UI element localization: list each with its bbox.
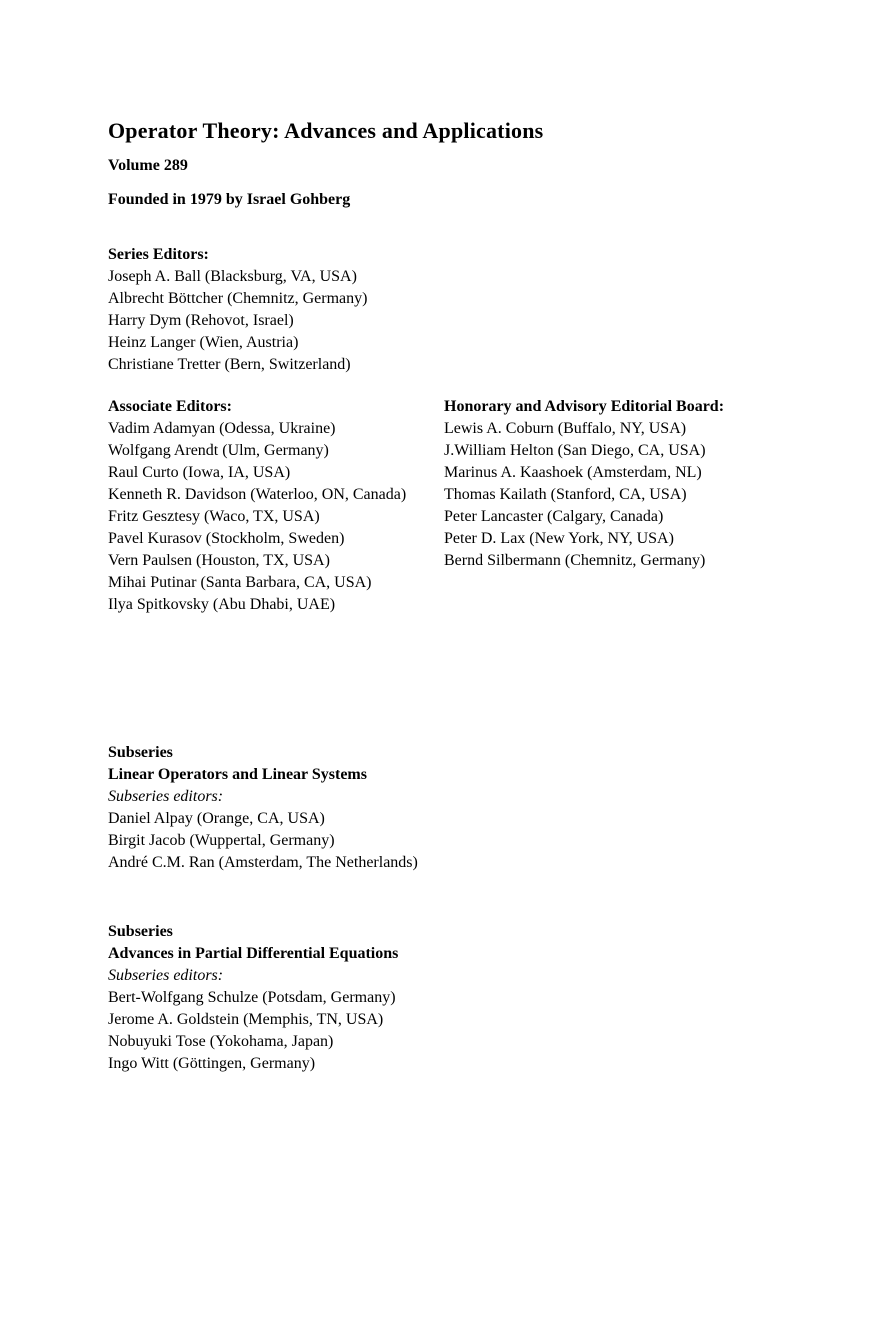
volume-number: Volume 289 [108,157,188,174]
honorary-board-item: Peter Lancaster (Calgary, Canada) [444,508,664,525]
series-editor-item: Harry Dym (Rehovot, Israel) [108,312,294,329]
series-editors-section [108,244,798,376]
series-editor-item: Heinz Langer (Wien, Austria) [108,334,299,351]
subseries-title: Advances in Partial Differential Equations [108,945,399,962]
honorary-board-item: Thomas Kailath (Stanford, CA, USA) [444,486,687,503]
subseries-editors-label: Subseries editors: [108,788,224,805]
subseries-editor-item: Birgit Jacob (Wuppertal, Germany) [108,832,335,849]
subseries-pde-section [108,921,798,1075]
page-content [108,118,798,1075]
honorary-board-section [444,396,798,572]
associate-editors-section [108,396,444,616]
editors-columns [108,396,798,616]
associate-editor-item: Pavel Kurasov (Stockholm, Sweden) [108,530,345,547]
associate-editor-item: Vern Paulsen (Houston, TX, USA) [108,552,330,569]
subseries-linear-operators-section [108,742,798,874]
subseries-editor-item: Bert-Wolfgang Schulze (Potsdam, Germany) [108,989,396,1006]
honorary-board-item: Bernd Silbermann (Chemnitz, Germany) [444,552,706,569]
subseries-editor-item: Nobuyuki Tose (Yokohama, Japan) [108,1033,334,1050]
subseries-label: Subseries [108,744,173,761]
subseries-editor-item: Daniel Alpay (Orange, CA, USA) [108,810,325,827]
subseries-title: Linear Operators and Linear Systems [108,766,367,783]
series-editor-item: Joseph A. Ball (Blacksburg, VA, USA) [108,268,357,285]
associate-editor-item: Kenneth R. Davidson (Waterloo, ON, Canada) [108,486,407,503]
associate-editor-item: Mihai Putinar (Santa Barbara, CA, USA) [108,574,372,591]
subseries-editors-label: Subseries editors: [108,967,224,984]
founded-line: Founded in 1979 by Israel Gohberg [108,191,351,208]
honorary-board-item: Peter D. Lax (New York, NY, USA) [444,530,674,547]
subseries-editor-item: André C.M. Ran (Amsterdam, The Netherlands) [108,854,418,871]
series-editor-item: Albrecht Böttcher (Chemnitz, Germany) [108,290,368,307]
associate-editor-item: Ilya Spitkovsky (Abu Dhabi, UAE) [108,596,336,613]
series-title: Operator Theory: Advances and Applications [108,118,544,143]
associate-editor-item: Fritz Gesztesy (Waco, TX, USA) [108,508,320,525]
subseries-editor-item: Ingo Witt (Göttingen, Germany) [108,1055,316,1072]
associate-editor-item: Vadim Adamyan (Odessa, Ukraine) [108,420,336,437]
subseries-editor-item: Jerome A. Goldstein (Memphis, TN, USA) [108,1011,384,1028]
subseries-label: Subseries [108,923,173,940]
honorary-board-item: Marinus A. Kaashoek (Amsterdam, NL) [444,464,702,481]
honorary-board-item: J.William Helton (San Diego, CA, USA) [444,442,706,459]
series-editor-item: Christiane Tretter (Bern, Switzerland) [108,356,351,373]
honorary-board-item: Lewis A. Coburn (Buffalo, NY, USA) [444,420,687,437]
honorary-board-heading: Honorary and Advisory Editorial Board: [444,398,725,415]
series-editors-heading: Series Editors: [108,246,209,263]
associate-editors-heading: Associate Editors: [108,398,232,415]
associate-editor-item: Raul Curto (Iowa, IA, USA) [108,464,291,481]
associate-editor-item: Wolfgang Arendt (Ulm, Germany) [108,442,329,459]
